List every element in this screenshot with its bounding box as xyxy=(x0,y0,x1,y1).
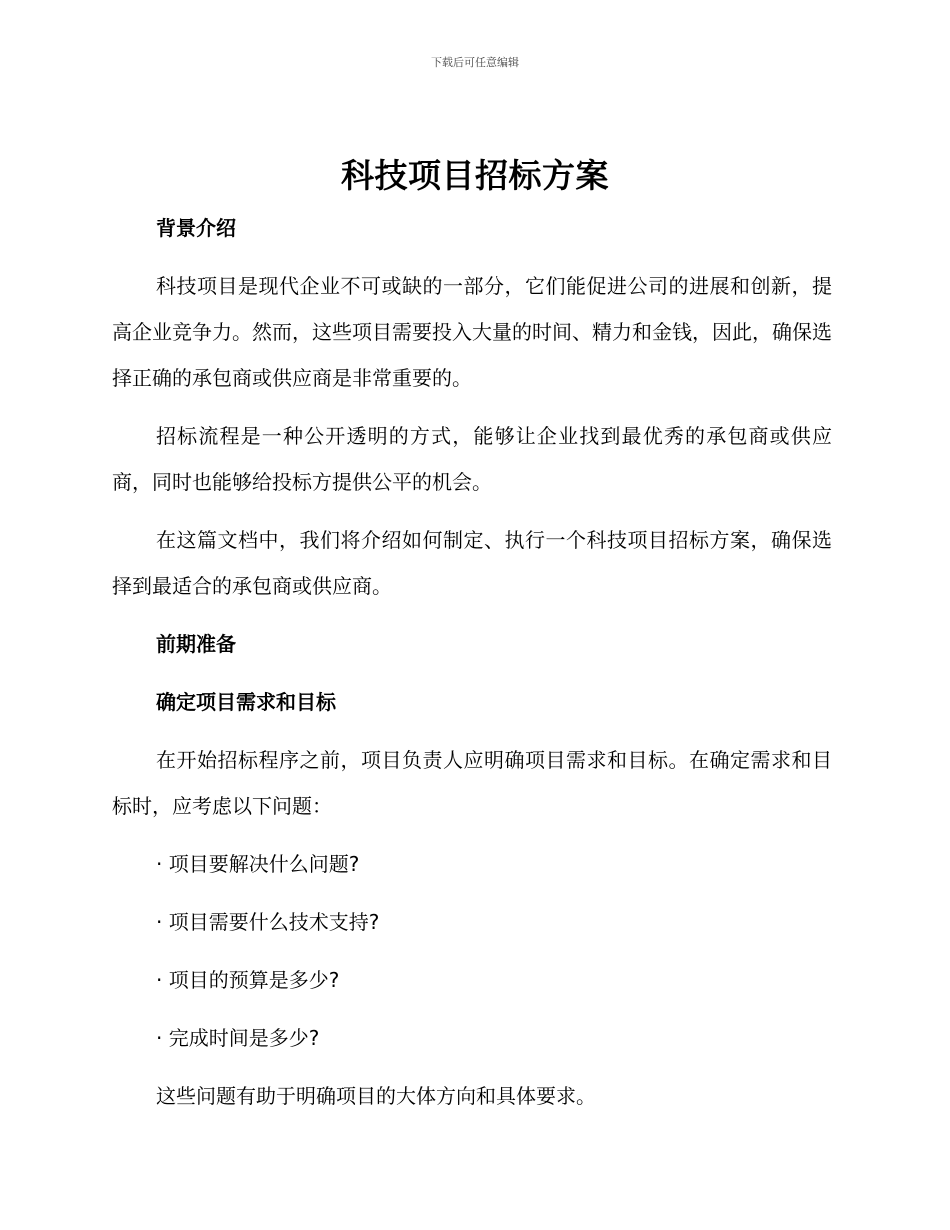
header-note: 下载后可任意编辑 xyxy=(431,56,519,69)
subsection-heading-needs: 确定项目需求和目标 xyxy=(156,690,336,714)
bullet-item-3: · 项目的预算是多少? xyxy=(156,968,340,992)
background-paragraph-1: 科技项目是现代企业不可或缺的一部分，它们能促进公司的进展和创新，提高企业竞争力。然而，这些项目需要投入大量的时间、精力和金钱，因此，确保选择正确的承包商或供应商是非常重要的。 xyxy=(112,274,832,390)
document-title: 科技项目招标方案 xyxy=(341,156,609,195)
needs-paragraph-2: 这些问题有助于明确项目的大体方向和具体要求。 xyxy=(156,1084,596,1108)
background-paragraph-3: 在这篇文档中，我们将介绍如何制定、执行一个科技项目招标方案，确保选择到最适合的承包商或供应商。 xyxy=(112,528,832,598)
document-body xyxy=(112,205,832,1131)
bullet-item-2: · 项目需要什么技术支持? xyxy=(156,910,380,934)
section-heading-preparation: 前期准备 xyxy=(156,632,236,656)
section-heading-background: 背景介绍 xyxy=(156,216,236,240)
bullet-item-4: · 完成时间是多少? xyxy=(156,1026,320,1050)
background-paragraph-2: 招标流程是一种公开透明的方式，能够让企业找到最优秀的承包商或供应商，同时也能够给投标方提供公平的机会。 xyxy=(112,424,832,494)
needs-paragraph-1: 在开始招标程序之前，项目负责人应明确项目需求和目标。在确定需求和目标时，应考虑以下问题： xyxy=(112,748,832,818)
bullet-item-1: · 项目要解决什么问题? xyxy=(156,852,360,876)
